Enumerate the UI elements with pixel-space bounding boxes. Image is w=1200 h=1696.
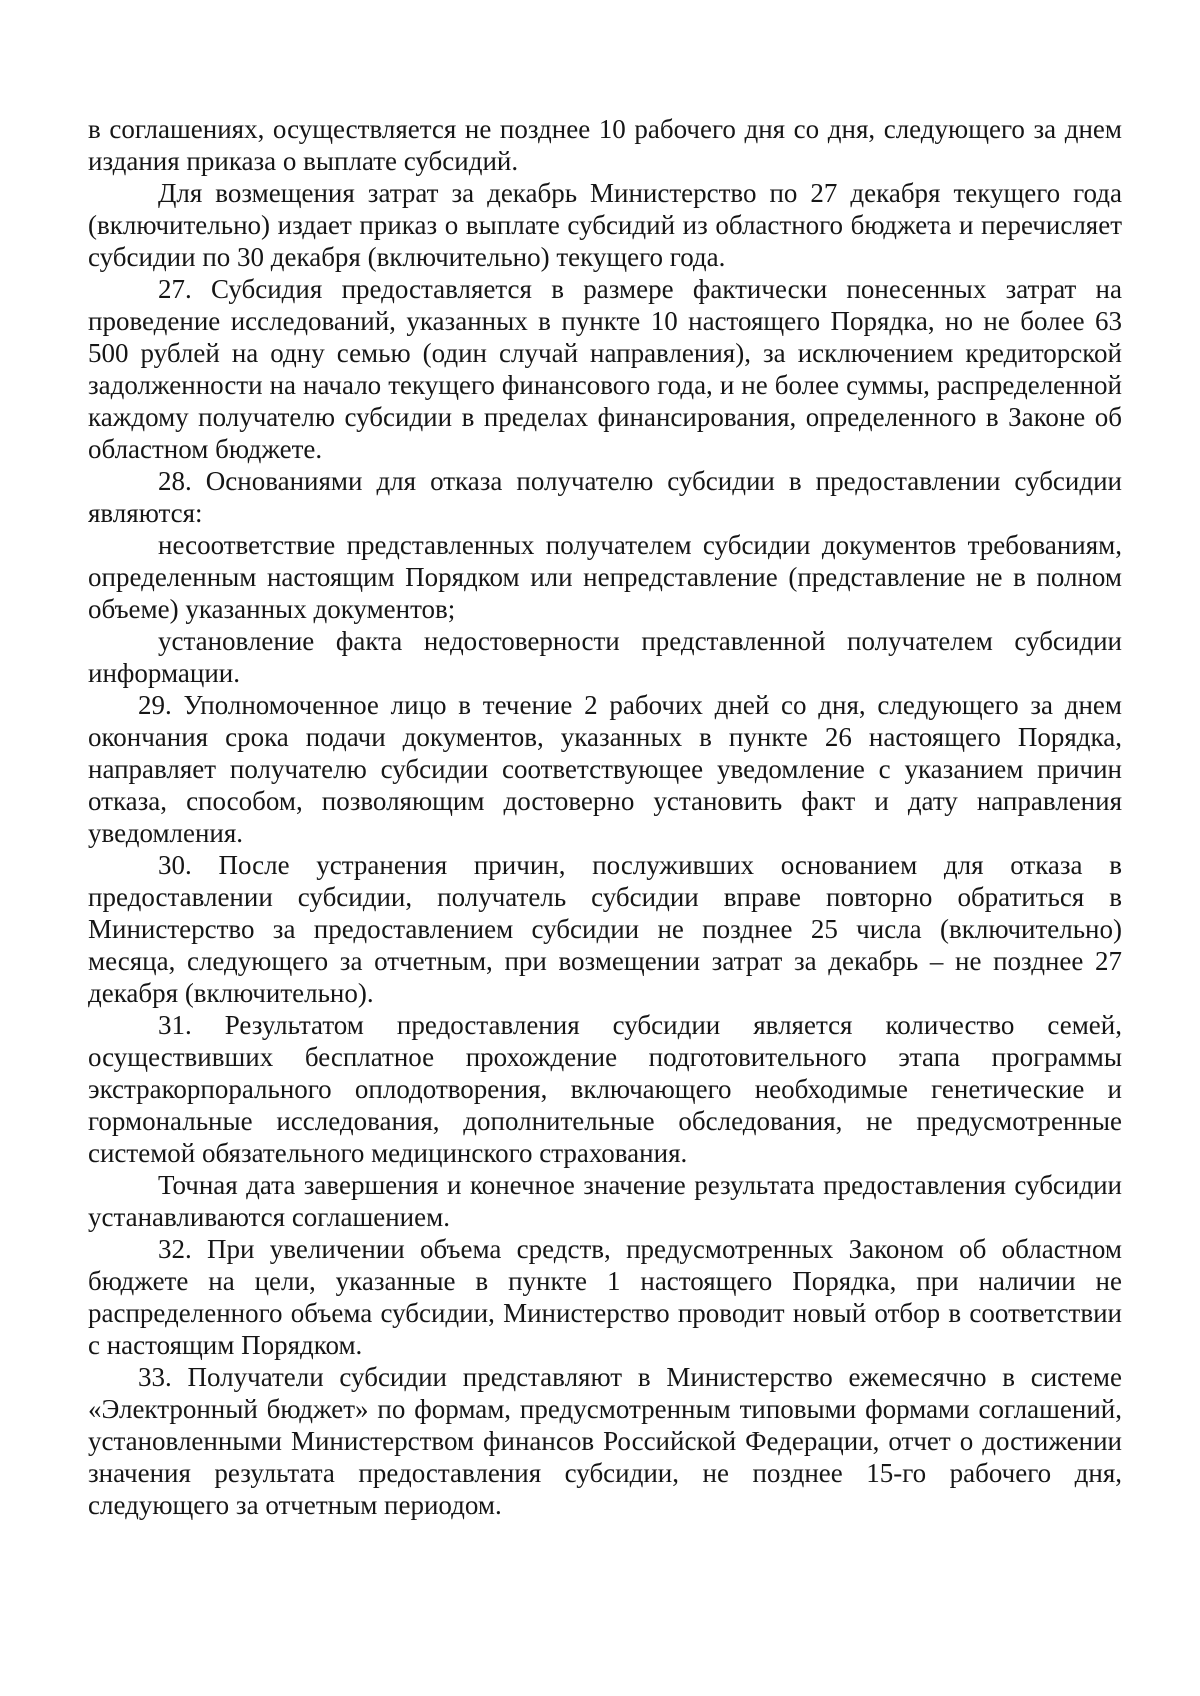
document-page — [88, 113, 1122, 1521]
paragraph-28-item-2: установление факта недостоверности представленной получателем субсидии информации. — [88, 626, 1122, 688]
paragraph-27: 27. Субсидия предоставляется в размере фактически понесенных затрат на проведение исследований, указанных в пункте 10 настоящего Порядка, но не более 63 500 рублей на одну семью (один случай направления), за исключением кредиторской задолженности на начало текущего финансового года, и не более суммы, распределенной каждому получателю субсидии в пределах финансирования, определенного в Законе об областном бюджете. — [88, 274, 1122, 464]
paragraph-december-compensation: Для возмещения затрат за декабрь Министерство по 27 декабря текущего года (включительно) издает приказ о выплате субсидий из областного бюджета и перечисляет субсидии по 30 декабря (включительно) текущего года. — [88, 178, 1122, 272]
paragraph-continuation: в соглашениях, осуществляется не позднее 10 рабочего дня со дня, следующего за днем издания приказа о выплате субсидий. — [88, 114, 1122, 176]
paragraph-30: 30. После устранения причин, послуживших основанием для отказа в предоставлении субсидии, получатель субсидии вправе повторно обратиться в Министерство за предоставлением субсидии не позднее 25 числа (включительно) месяца, следующего за отчетным, при возмещении затрат за декабрь – не позднее 27 декабря (включительно). — [88, 850, 1122, 1008]
paragraph-31: 31. Результатом предоставления субсидии является количество семей, осуществивших бесплатное прохождение подготовительного этапа программы экстракорпорального оплодотворения, включающего необходимые генетические и гормональные исследования, дополнительные обследования, не предусмотренные системой обязательного медицинского страхования. — [88, 1010, 1122, 1168]
paragraph-29: 29. Уполномоченное лицо в течение 2 рабочих дней со дня, следующего за днем окончания срока подачи документов, указанных в пункте 26 настоящего Порядка, направляет получателю субсидии соответствующее уведомление с указанием причин отказа, способом, позволяющим достоверно установить факт и дату направления уведомления. — [88, 690, 1122, 848]
paragraph-28: 28. Основаниями для отказа получателю субсидии в предоставлении субсидии являются: — [88, 466, 1122, 528]
paragraph-28-item-1: несоответствие представленных получателем субсидии документов требованиям, определенным настоящим Порядком или непредставление (представление не в полном объеме) указанных документов; — [88, 530, 1122, 624]
paragraph-31-result-date: Точная дата завершения и конечное значение результата предоставления субсидии устанавливаются соглашением. — [88, 1170, 1122, 1232]
paragraph-33: 33. Получатели субсидии представляют в Министерство ежемесячно в системе «Электронный бюджет» по формам, предусмотренным типовыми формами соглашений, установленными Министерством финансов Российской Федерации, отчет о достижении значения результата предоставления субсидии, не позднее 15-го рабочего дня, следующего за отчетным периодом. — [88, 1362, 1122, 1520]
paragraph-32: 32. При увеличении объема средств, предусмотренных Законом об областном бюджете на цели, указанные в пункте 1 настоящего Порядка, при наличии не распределенного объема субсидии, Министерство проводит новый отбор в соответствии с настоящим Порядком. — [88, 1234, 1122, 1360]
